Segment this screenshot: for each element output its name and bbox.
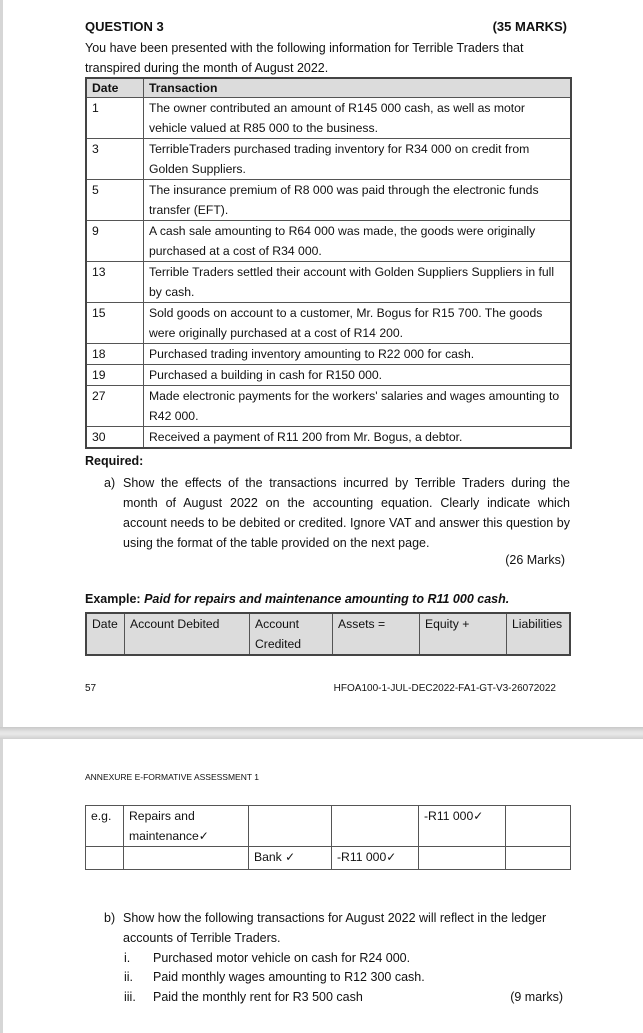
header-account-debited: Account Debited [125,613,250,655]
part-b-marks: (9 marks) [510,990,563,1004]
row-transaction: Purchased a building in cash for R150 000. [144,365,572,386]
row-date: 9 [86,221,144,262]
cell-assets: -R11 000✓ [332,847,419,870]
row-transaction: A cash sale amounting to R64 000 was made, the goods were originally purchased at a cost of R34 000. [144,221,572,262]
header-date: Date [86,78,144,98]
example-answer-table [85,805,571,870]
page-number: 57 [85,683,97,694]
table-header-row [86,78,571,98]
cell-assets [332,806,419,847]
item-text: Purchased motor vehicle on cash for R24 000. [153,951,411,965]
cell-equity [419,847,506,870]
table-row [86,806,571,847]
example-caption [85,592,509,606]
table-header-row [86,613,570,655]
row-transaction: TerribleTraders purchased trading inventory for R34 000 on credit from Golden Suppliers. [144,139,572,180]
item-text: Paid the monthly rent for R3 500 cash [153,990,363,1004]
row-transaction: Made electronic payments for the workers' salaries and wages amounting to R42 000. [144,386,572,427]
row-date: 5 [86,180,144,221]
row-transaction: The owner contributed an amount of R145 000 cash, as well as motor vehicle valued at R85 000 to the business. [144,98,572,139]
item-number: ii. [124,970,134,984]
table-row [86,221,571,262]
required-heading: Required: [85,454,144,468]
row-date: 13 [86,262,144,303]
header-date: Date [86,613,125,655]
row-date: 1 [86,98,144,139]
table-row [86,180,571,221]
table-row [86,303,571,344]
part-b-label: b) [104,911,116,925]
transactions-table [85,77,572,449]
header-account-credited: Account Credited [250,613,333,655]
row-date: 18 [86,344,144,365]
table-row [86,98,571,139]
cell-account-debited: Repairs and maintenance✓ [124,806,249,847]
question-marks: (35 MARKS) [492,19,567,34]
page-separator [0,727,643,739]
row-transaction: Received a payment of R11 200 from Mr. Bogus, a debtor. [144,427,572,449]
document-code: HFOA100-1-JUL-DEC2022-FA1-GT-V3-26072022 [333,683,556,694]
annexure-title: ANNEXURE E-FORMATIVE ASSESSMENT 1 [85,772,259,782]
table-row [86,262,571,303]
header-transaction: Transaction [144,78,572,98]
row-date: 3 [86,139,144,180]
example-text: Paid for repairs and maintenance amounting to R11 000 cash. [144,592,510,606]
part-a-text: Show the effects of the transactions incurred by Terrible Traders during the month of August 2022 on the accounting equation. Clearly indicate which account needs to be debited or credited. Ignore VAT and answer this question by using the format of the table provided on the next page. [123,476,570,550]
row-date: 27 [86,386,144,427]
row-date: 15 [86,303,144,344]
table-row [86,344,571,365]
cell-account-credited [249,806,332,847]
header-assets: Assets = [333,613,420,655]
table-row [86,427,571,449]
cell-account-credited: Bank ✓ [249,847,332,870]
cell-equity: -R11 000✓ [419,806,506,847]
table-row [86,139,571,180]
cell-date [86,847,124,870]
table-row [86,847,571,870]
cell-date: e.g. [86,806,124,847]
cell-account-debited [124,847,249,870]
row-transaction: The insurance premium of R8 000 was paid through the electronic funds transfer (EFT). [144,180,572,221]
cell-liabilities [506,806,571,847]
example-header-table [85,612,571,656]
part-a-marks: (26 Marks) [505,553,565,567]
header-equity: Equity + [420,613,507,655]
intro-text: You have been presented with the following information for Terrible Traders that transpired during the month of August 2022. [85,41,524,75]
item-text: Paid monthly wages amounting to R12 300 cash. [153,970,425,984]
part-b-text: Show how the following transactions for August 2022 will reflect in the ledger accounts of Terrible Traders. [123,911,547,945]
row-date: 30 [86,427,144,449]
table-row [86,365,571,386]
document-page-annexure [0,739,643,1033]
item-number: i. [124,951,131,965]
row-transaction: Purchased trading inventory amounting to R22 000 for cash. [144,344,572,365]
row-date: 19 [86,365,144,386]
part-a-label: a) [104,476,116,490]
item-number: iii. [124,990,136,1004]
header-liabilities: Liabilities [507,613,571,655]
table-row [86,386,571,427]
cell-liabilities [506,847,571,870]
row-transaction: Sold goods on account to a customer, Mr. Bogus for R15 700. The goods were originally purchased at a cost of R14 200. [144,303,572,344]
example-label: Example: [85,592,141,606]
question-title: QUESTION 3 [85,19,164,34]
row-transaction: Terrible Traders settled their account with Golden Suppliers Suppliers in full by cash. [144,262,572,303]
